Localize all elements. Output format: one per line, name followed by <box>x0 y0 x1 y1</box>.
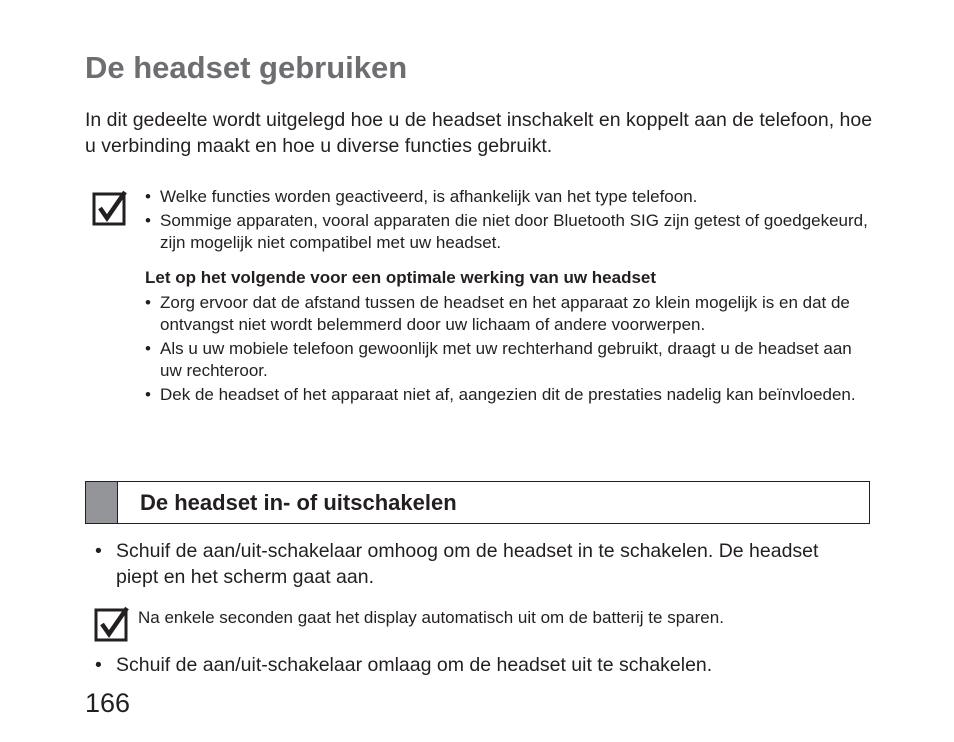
body-list-off <box>95 652 855 680</box>
list-item: • Sommige apparaten, vooral apparaten die niet door Bluetooth SIG zijn getest of goedgekeurd, zijn mogelijk niet compatibel met uw headset. <box>145 211 868 252</box>
list-item: • Als u uw mobiele telefoon gewoonlijk met uw rechterhand gebruikt, draagt u de headset aan uw rechteroor. <box>145 339 852 380</box>
list-item: • Dek de headset of het apparaat niet af, aangezien dit de prestaties nadelig kan beïnvloeden. <box>145 385 856 404</box>
intro-paragraph: In dit gedeelte wordt uitgelegd hoe u de headset inschakelt en koppelt aan de telefoon, hoe u verbinding maakt en hoe u diverse functies gebruikt. <box>85 109 873 157</box>
section-marker <box>86 482 118 523</box>
section-header <box>85 481 870 524</box>
list-item: • Welke functies worden geactiveerd, is afhankelijk van het type telefoon. <box>145 187 698 206</box>
list-item: • Schuif de aan/uit-schakelaar omhoog om de headset in te schakelen. De headset piept en het scherm gaat aan. <box>95 540 819 588</box>
note-list-first <box>145 186 875 254</box>
list-item: • Zorg ervoor dat de afstand tussen de headset en het apparaat zo klein mogelijk is en dat de ontvangst niet wordt belemmerd door uw lichaam of andere voorwerpen. <box>145 293 850 334</box>
note-heading: Let op het volgende voor een optimale werking van uw headset <box>145 268 657 287</box>
section-note: Na enkele seconden gaat het display automatisch uit om de batterij te sparen. <box>138 608 724 627</box>
body-list-on <box>95 538 855 592</box>
note-block <box>145 186 875 408</box>
list-item: • Schuif de aan/uit-schakelaar omlaag om de headset uit te schakelen. <box>95 654 713 676</box>
section-title: De headset in- of uitschakelen <box>140 490 457 515</box>
checkbox-icon <box>92 190 128 226</box>
page-title: De headset gebruiken <box>85 50 408 85</box>
note-list-second <box>145 292 875 406</box>
checkbox-icon <box>94 606 130 642</box>
page-number: 166 <box>85 688 131 718</box>
